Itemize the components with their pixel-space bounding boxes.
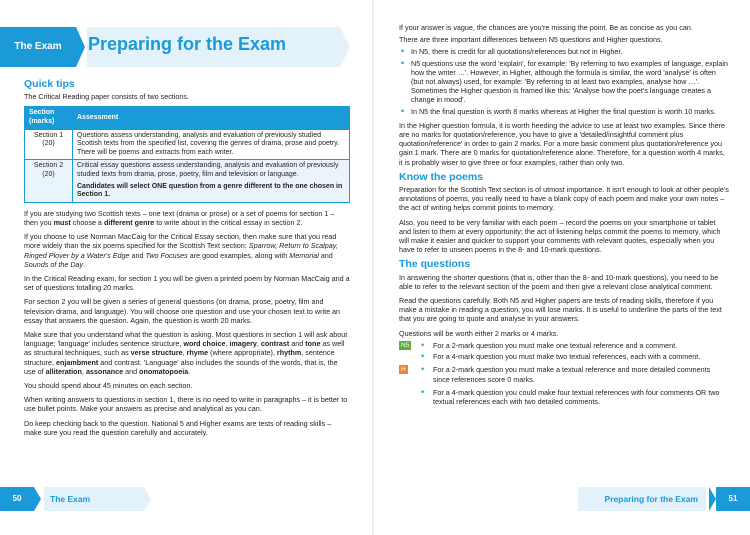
paragraph: You should spend about 45 minutes on each section.: [24, 381, 193, 390]
list-item: • In N5, there is credit for all quotations/references but not in Higher.: [399, 47, 729, 56]
questions-heading: The questions: [399, 258, 471, 271]
bullet-icon: •: [421, 339, 425, 350]
title-band-arrow: [340, 27, 350, 67]
h-item: [399, 388, 729, 406]
bullet-icon: •: [421, 351, 425, 362]
list-item: • N5 questions use the word 'explain', for example: 'By referring to two examples of language, explain how the writer …'. However, in Higher, although the formula is similar, the word 'analyse' is often (but not always) used, for example: 'By referring to at least two examples, analyse how …'. Sometimes the Higher question is framed like this: 'Analyse how the poet's language creates a change in mood'.: [399, 59, 729, 105]
paragraph: Preparation for the Scottish Text section is of utmost importance. It isn't enough to look at other people's annotations of poems, you really need to have a blank copy of each poem and make your own notes – the act of writing helps commit points to memory.: [399, 185, 729, 213]
left-footer: [0, 487, 200, 511]
table-cell-assessment: [73, 160, 350, 202]
table-cell-section: Section 2 (20): [25, 160, 73, 202]
know-poems-heading: Know the poems: [399, 170, 484, 183]
paragraph: There are three important differences between N5 questions and Higher questions.: [399, 35, 663, 45]
page-header: [0, 27, 350, 67]
paragraph: Read the questions carefully. Both N5 and Higher papers are tests of reading skills, therefore if you make a mistake in reading a question, you will lose marks. It is useful to underline the parts of the text that you are going to quote and analyse in your answers.: [399, 296, 722, 324]
page-title: Preparing for the Exam: [88, 34, 287, 54]
assessment-note: Candidates will select ONE question from a genre different to the one chosen in Section 1.: [77, 182, 343, 199]
item-text: For a 4-mark question you must make two textual references, each with a comment.: [433, 352, 701, 362]
sections-table: [24, 106, 350, 202]
footer-label: Preparing for the Exam: [578, 487, 706, 511]
paragraph: In answering the shorter questions (that is, other than the 8- and 10-mark questions), you need to be able to refer to the relevant section of the poem and then give a relevant close analytical comment.: [399, 272, 719, 291]
h-badge: H: [401, 366, 406, 374]
left-content: [24, 80, 350, 442]
table-cell-assessment: Questions assess understanding, analysis and evaluation of previously studied Scottish texts from the specified list, covering the genres of drama, prose and poetry. There will be poems and extracts from each writer.: [73, 129, 350, 160]
table-row: [25, 129, 350, 160]
section-tag: The Exam: [0, 27, 76, 67]
assessment-text: Critical essay questions assess understanding, analysis and evaluation of previously studied texts from drama, prose, poetry, film and television or language.: [77, 162, 339, 178]
paragraph: When writing answers to questions in section 1, there is no need to write in paragraphs – it is better to use bullet points. Make your answers as precise and analytical as you can.: [24, 395, 348, 414]
paragraph: If you choose to use Norman MacCaig for the Critical Essay section, then make sure that you read more widely than the six poems specified for the Scottish Text section: Sparrow, Return to Scalpay, Ringed Plover by a Water's Edge and Two Focuses are good examples, along with Memorial and Sounds of the Day.: [24, 232, 338, 269]
page-number: 50: [0, 487, 34, 511]
table-row: [25, 160, 350, 202]
quick-tips-intro: The Critical Reading paper consists of two sections.: [24, 92, 189, 102]
table-header-section: Section (marks): [25, 107, 73, 129]
differences-list: [399, 47, 729, 115]
paragraph: In the Higher question formula, it is worth heeding the advice to use at least two examples. Since there are no marks for quotation/reference, you have to give a 'detailed/insightful comment plus quotation/reference' in order to gain 2 marks. For a more basic comment plus quotation/reference you gain 1 mark. There are 0 marks for quotation/reference alone. Therefore, for a question worth 4 marks, it is probably wiser to give three or four examples, rather than only two.: [399, 120, 726, 167]
paragraph: Also, you need to be very familiar with each poem – record the poems on your smartphone or tablet and listen to them at every opportunity; the act of listening helps commit the poems to memory, which will make it easier and quicker to support your comments with relevant quotes, especially when you have to refer to unseen poems in the 8- and 10-mark questions.: [399, 217, 721, 255]
n5-badge: N5: [401, 341, 410, 349]
footer-chevron: [34, 487, 41, 511]
paragraph: In the Critical Reading exam, for section 1 you will be given a printed poem by Norman MacCaig and a set of questions totalling 20 marks.: [24, 273, 350, 293]
item-text: For a 2-mark question you must make one textual reference and a comment.: [433, 340, 678, 350]
list-item: • In N5 the final question is worth 8 marks whereas at Higher the final question is worth 10 marks.: [399, 107, 729, 116]
item-text: For a 2-mark question you must make a textual reference and more detailed comments since references score 0 marks.: [433, 365, 711, 384]
table-header-assessment: Assessment: [73, 107, 350, 129]
table-header-row: [25, 107, 350, 129]
right-content: [399, 23, 729, 408]
paragraph: If you are studying two Scottish texts – one text (drama or prose) or a set of poems for section 1 – then you must choose a different genre to write about in the critical essay in section 2.: [24, 208, 335, 227]
n5-item: [399, 352, 729, 361]
right-footer: [580, 487, 750, 511]
paragraph: Do keep checking back to the question. National 5 and Higher exams are tests of reading skills – make sure you read the question carefully and accurately.: [24, 418, 332, 437]
paragraph: Make sure that you understand what the question is asking. Most questions in section 1 will ask about language; 'language' includes sentence structure, word choice, imagery, contrast and tone as well as structural techniques, such as verse structure, rhyme (where appropriate), rhythm, sentence structure, enjambment and contrast. 'Language' also includes the sounds of the words, that is, the use of alliteration, assonance and onomatopoeia.: [24, 329, 348, 376]
item-text: For a 4-mark question you could make four textual references with four comments OR two textual references each with two detailed comments.: [433, 387, 720, 406]
table-cell-section: Section 1 (20): [25, 129, 73, 160]
footer-label: The Exam: [44, 487, 144, 511]
paragraph: If your answer is vague, the chances are you're missing the point. Be as concise as you can.: [399, 23, 693, 32]
page-number: 51: [716, 487, 750, 511]
paragraph: Questions will be worth either 2 marks or 4 marks.: [399, 328, 559, 338]
bullet-icon: •: [421, 386, 425, 397]
h-item: [399, 365, 729, 383]
footer-label-arrow: [144, 487, 151, 511]
paragraph: For section 2 you will be given a series of general questions (on drama, prose, poetry, film and television drama, and language). You will choose one question and use your chosen text to write an essay that answers the question. Again, the question is worth 20 marks.: [24, 297, 341, 325]
n5-item: [399, 341, 729, 350]
bullet-icon: •: [421, 364, 425, 375]
quick-tips-heading: Quick tips: [24, 78, 75, 90]
footer-chevron: [709, 487, 716, 511]
section-tag-arrow: [76, 27, 85, 67]
right-page: [375, 0, 750, 535]
